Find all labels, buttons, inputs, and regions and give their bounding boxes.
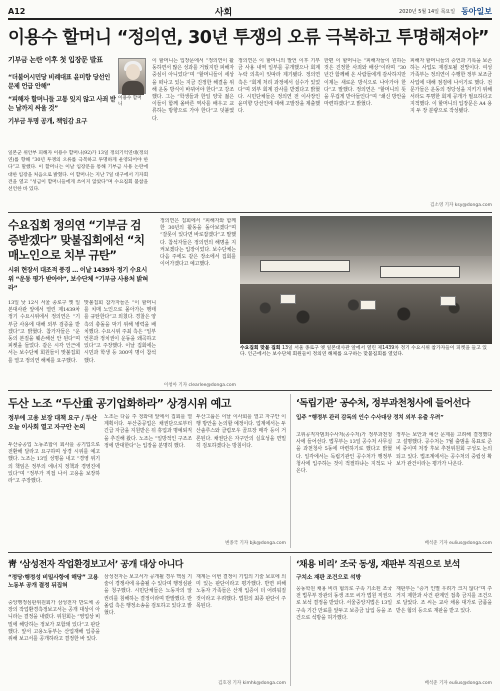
story-four-col-2: 정부는 보안과 예산 문제를 고려해 결정했다고 설명했다. 공수처는 7월 출범을 목표로 준비 중이며 처장 후보 추천위원회 구성도 논의되고 있다. 법조계에서는 공수처의 중립성 확보가 관건이라는 평가가 나온다. [396, 432, 492, 467]
masthead [8, 4, 492, 20]
second-deck: 시위 현장서 대조적 풍경 … 이날 1439차 정기 수요시위 “운동 평가 받아야”, 보수단체 “기부금 사용처 밝혀라” [8, 267, 148, 292]
photo-banner-2 [380, 266, 460, 278]
main-col-3: 정의연은 이 할머니의 발언 이후 기부금 사용 내역 일부를 공개했으나 회계 누락 의혹이 잇따라 제기됐다. 정의연 측은 “회계 처리 과정에서 실수가 있었다”며 외부 회계 감사를 받겠다고 밝혔다. 시민단체들은 정의연 전 이사장인 윤미향 당선인에 대해 고발장을 제출했다. [238, 58, 320, 115]
protest-photo-caption [240, 346, 492, 359]
deck-2: “더불어시민당 비례대표 윤미향 당선인 문제 언급 안해” [8, 74, 111, 90]
portrait-face [126, 64, 140, 80]
second-byline: 이청아 기자 clearlee@donga.com [163, 383, 236, 388]
divider-1 [8, 212, 492, 213]
page-number: A12 [8, 6, 26, 16]
protest-photo [240, 216, 492, 344]
main-col-1: 일본군 위안부 피해자 이용수 할머니(92)가 13일 정의기억연대(정의연)를 향해 “30년 투쟁의 오류를 극복하고 투명하게 운영되어야 한다”고 말했다. 이 할머니는 이날 입장문을 통해 기부금 사용 논란에 대한 입장을 처음으로 밝혔다. 이 할머니는 지난 7일 대구에서 기자회견을 열고 “성금이 할머니들에게 쓰이지 않았다”며 수요집회 불참을 선언한 바 있다. [8, 151, 148, 193]
story-three-col-3: 두산그룹은 이날 이사회를 열고 자구안 이행 방안을 논의할 예정이다. 업계에서는 두산솔루스와 클럽모우 골프장 매각 등이 거론된다. 채권단은 자구안의 실효성을 면밀히 검토하겠다는 방침이다. [196, 414, 286, 449]
photo-banner-1 [260, 260, 350, 272]
deck-4: 기부금 투명 공개, 책임감 요구 [8, 118, 88, 125]
main-headline: 이용수 할머니 “정의연, 30년 투쟁의 오류 극복하고 투명해져야” [8, 28, 489, 48]
main-col-4: 한편 이 할머니는 “피해자들이 원하는 것은 진정한 사죄와 배상”이라며 “30년간 함께해 온 사람들에게 감사하지만 이제는 새로운 방식으로 나아가야 한다”고 말했다. 정의연은 “할머니의 뜻을 무겁게 받아들인다”며 “쇄신 방안을 마련하겠다”고 밝혔다. [324, 58, 406, 108]
second-col-1: 13일 낮 12시 서울 종로구 옛 일본대사관 앞에서 열린 제1439차 정기 수요시위에서 정의연은 “기부금 사용에 대해 외부 검증을 받겠다”고 밝혔다. 참가자들은 “운동의 본질을 훼손해선 안 된다”며 피켓을 들었다. 같은 시각 인근에서는 보수단체 회원들이 맞불집회를 열고 정의연 해체를 요구했다. [8, 300, 80, 364]
vertical-divider-1 [290, 394, 291, 548]
story-four-headline: ‘독립기관’ 공수처, 정부과천청사에 들어선다 [296, 398, 470, 409]
story-three-deck: 정부에 고용 보장 대책 요구 / 두산 오늘 이사회 열고 자구안 논의 [8, 415, 97, 431]
story-three-byline: 변종국 기자 bjk@donga.com [225, 541, 286, 546]
story-four-col-1: 고위공직자범죄수사처(공수처)가 정부과천청사에 들어선다. 법무부는 13일 공수처 사무실을 과천청사 5동에 마련하기로 했다고 밝혔다. 일각에서는 독립기관인 공수처가 행정부 청사에 입주하는 것이 적절하냐는 지적도 나온다. [296, 432, 392, 475]
story-five-col-1: 중앙행정심판위원회가 삼성전자 반도체 공장의 작업환경측정보고서는 공개 대상이 아니라는 결정을 내렸다. 위원회는 “영업상 비밀에 해당하는 정보가 포함돼 있다”고 판단했다. 앞서 고용노동부는 산업재해 입증을 위해 보고서를 공개하라고 결정한 바 있다. [8, 600, 100, 643]
photo-crowd [240, 284, 492, 344]
story-six-col-1: 웅동학원 채용 비리 혐의로 구속 기소된 조국 전 법무부 장관의 동생 조모 씨가 법원 직권으로 보석 결정을 받았다. 서울중앙지법은 13일 구속 기간 만료를 앞두고 보증금 납입 등을 조건으로 석방을 허가했다. [296, 586, 392, 621]
photo-sign-3 [440, 296, 456, 306]
story-three-col-2: 노조는 다음 주 청와대 앞에서 집회를 열 계획이다. 두산중공업은 채권단으로부터 긴급 자금을 지원받은 뒤 휴업과 명예퇴직을 추진해 왔다. 노조는 “일방적인 구조조정에 반대한다”는 입장을 분명히 했다. [104, 414, 192, 449]
photo-background [240, 216, 492, 256]
photo-sign-2 [360, 300, 376, 310]
story-five-byline: 김호경 기자 kimhk@donga.com [218, 681, 286, 686]
second-col-2: 맞불집회 참가자들은 “이 할머니를 치매 노인으로 몰아가는 행태를 규탄한다”고 외쳤다. 경찰은 양측의 충돌을 막기 위해 병력을 배치했다. 수요시위 주최 측은 “일부 언론과 정치권이 운동을 왜곡하고 있다”고 주장했다. 이날 집회에는 시민과 학생 등 300여 명이 참석했다. [84, 300, 156, 364]
story-five-headline: 靑 ‘삼성전자 작업환경보고서’ 공개 대상 아니다 [8, 560, 183, 570]
main-col-5: 피해자 할머니들의 증언과 기록을 보존하는 사업도 재검토될 전망이다. 여성가족부는 정의연이 수행한 정부 보조금 사업에 대해 점검에 나서기로 했다. 전문가들은 운동의 정당성을 지키기 위해서라도 투명한 회계 공개가 필요하다고 지적했다. 이 할머니의 입장문은 A4 용지 두 장 분량으로 작성됐다. [410, 58, 492, 115]
deck-1: 기부금 논란 이후 첫 입장문 발표 [8, 56, 103, 64]
second-headline: 수요집회 정의연 “기부금 검증받겠다” 맞불집회에선 “치매노인으로 치부 규탄” [8, 218, 145, 262]
story-five-col-3: 재계는 이번 결정이 기업의 기술 보호에 의미 있는 판단이라고 평가했다. 반면 피해 노동자 가족들은 산재 입증이 더 어려워질 것이라고 우려했다. 법원의 최종 판단이 주목된다. [196, 574, 286, 609]
paper-logo: 동아일보 [461, 6, 492, 16]
vertical-divider-2 [290, 556, 291, 686]
main-col-2: 이 할머니는 입장문에서 “정의연이 활동하면서 많은 성과를 거뒀지만 피해자 중심이 아니었다”며 “할머니들이 세상을 떠나고 있는 지금 진정한 해결을 위해 운동 방식이 바뀌어야 한다”고 강조했다. 그는 “학생들과 한일 양국 젊은이들이 함께 올바른 역사를 배우고 교류하는 방향으로 가야 한다”고 덧붙였다. [152, 58, 234, 122]
section-name: 사회 [214, 7, 233, 18]
issue-date: 2020년 5월 14일 목요일 [399, 8, 456, 15]
story-three-col-1: 두산중공업 노동조합이 회사를 공기업으로 전환해 달라고 요구하며 상경 시위를 예고했다. 노조는 13일 성명을 내고 “경영 위기의 책임은 정부의 에너지 정책과 경영진에 있다”며 “정부가 직접 나서 고용을 보장하라”고 주장했다. [8, 442, 100, 485]
story-six-byline: 배석준 기자 eulius@donga.com [424, 681, 492, 686]
story-six-deck: 구치소 재판 조건으로 석방 [296, 575, 361, 581]
portrait-body [122, 81, 144, 95]
story-four-deck: 입주 “행정부 관리 감독의 인수 수사대상 정치 외부 유출 우려” [296, 415, 444, 421]
photo-sign-1 [280, 294, 296, 304]
divider-3 [8, 552, 492, 553]
story-four-byline: 배석준 기자 eulius@donga.com [424, 541, 492, 546]
story-five-col-2: 삼성전자는 보고서가 공개될 경우 핵심 기술이 경쟁사에 유출될 수 있다며 행정심판을 청구했다. 시민단체들은 노동자의 알 권리를 침해하는 결정이라며 반발했다. 반올림 측은 행정소송을 검토하고 있다고 밝혔다. [104, 574, 192, 617]
story-six-headline: ‘채용 비리’ 조국 동생, 재판부 직권으로 보석 [296, 560, 460, 570]
deck-3: “피해자 할머니들 고통 잊지 않고 사죄 받는 날까지 싸울 것” [8, 96, 116, 112]
photo-caption-title: 수요집회 맞불 집회 [240, 346, 281, 351]
second-col-3: 정의연은 집회에서 “피해자와 함께한 30년의 활동을 돌아보겠다”며 “잘못이 있다면 바로잡겠다”고 말했다. 참석자들은 정의연의 해명을 지켜보겠다는 입장이었다. 보수단체는 다음 주에도 같은 장소에서 집회를 이어가겠다고 예고했다. [160, 218, 236, 268]
photo-caption-text: 13일 서울 종로구 옛 일본대사관 앞에서 열린 제1439차 정기 수요시위 참가자들이 피켓을 들고 있다. 인근에서는 보수단체 회원들이 정의연 해체를 요구하는 맞불집회를 열었다. [240, 346, 487, 358]
story-six-col-2: 재판부는 “증거 인멸 우려가 크지 않다”며 주거지 제한과 사건 관계인 접촉 금지를 조건으로 달았다. 조 씨는 교사 채용 대가로 금품을 받은 혐의 등으로 재판을 받고 있다. [396, 586, 492, 614]
portrait-caption: 이용수 할머니 [118, 96, 142, 107]
portrait-photo [118, 58, 146, 94]
divider-2 [8, 390, 492, 391]
story-five-deck: “정당·행정성 비밀사항에 해당” 고용노동부 공개 결정 뒤집혀 [8, 575, 99, 589]
story-three-headline: 두산 노조 “두산重 공기업화하라” 상경시위 예고 [8, 397, 231, 410]
main-byline: 김소영 기자 ksy@donga.com [430, 203, 492, 208]
main-decks [8, 56, 116, 130]
